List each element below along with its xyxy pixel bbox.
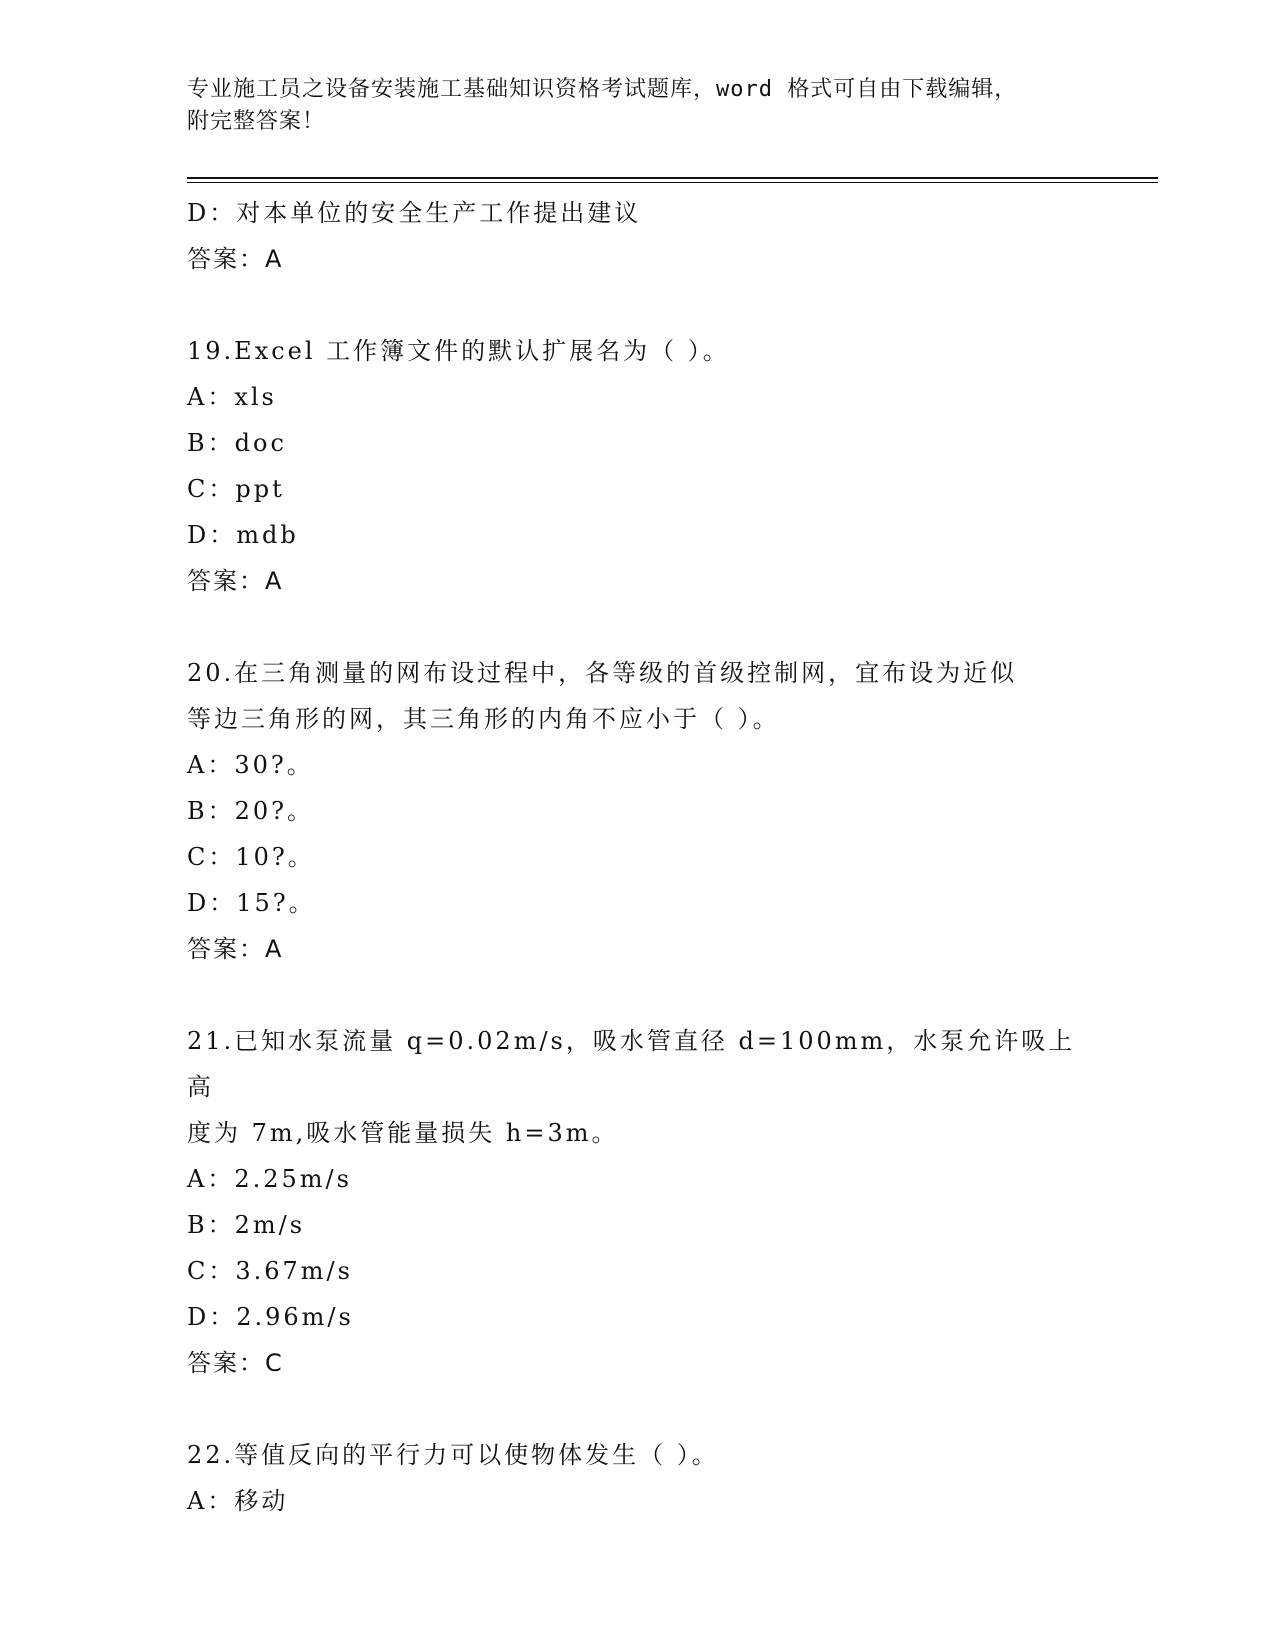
spacer (187, 604, 1147, 650)
question-stem-line-2: 度为 7m,吸水管能量损失 h=3m。 (187, 1119, 619, 1147)
option-c: C：ppt (187, 475, 285, 503)
question-21 (187, 1018, 1147, 1386)
option-b: B：20?。 (187, 797, 315, 825)
question-18-tail (187, 190, 1147, 282)
question-22 (187, 1432, 1147, 1524)
question-stem-line-1: 20.在三角测量的网布设过程中，各等级的首级控制网，宜布设为近似 (187, 659, 1018, 687)
answer: 答案：A (187, 567, 284, 595)
option-d: D：15?。 (187, 889, 316, 917)
spacer (187, 1386, 1147, 1432)
option-a: A：xls (187, 383, 277, 411)
option-d: D：mdb (187, 521, 299, 549)
header-divider-thick (187, 177, 1158, 179)
document-body (187, 190, 1147, 1524)
option-a: A：移动 (187, 1487, 289, 1515)
question-20 (187, 650, 1147, 972)
header-divider-thin (187, 182, 1158, 183)
question-stem-line-2: 等边三角形的网，其三角形的内角不应小于（ ）。 (187, 705, 780, 733)
spacer (187, 282, 1147, 328)
answer: 答案：A (187, 245, 284, 273)
option-d: D：对本单位的安全生产工作提出建议 (187, 199, 642, 227)
option-d: D：2.96m/s (187, 1303, 354, 1331)
option-c: C：3.67m/s (187, 1257, 353, 1285)
option-b: B：doc (187, 429, 287, 457)
answer: 答案：A (187, 935, 284, 963)
header-line-1: 专业施工员之设备安装施工基础知识资格考试题库，word 格式可自由下载编辑， (187, 77, 1018, 102)
question-stem: 22.等值反向的平行力可以使物体发生（ ）。 (187, 1441, 719, 1469)
spacer (187, 972, 1147, 1018)
answer: 答案：C (187, 1349, 284, 1377)
document-header (187, 74, 1087, 138)
option-a: A：2.25m/s (187, 1165, 352, 1193)
question-stem: 19.Excel 工作簿文件的默认扩展名为（ ）。 (187, 337, 730, 365)
option-a: A：30?。 (187, 751, 314, 779)
option-c: C：10?。 (187, 843, 315, 871)
option-b: B：2m/s (187, 1211, 306, 1239)
header-line-2: 附完整答案！ (187, 109, 326, 134)
question-stem-line-1: 21.已知水泵流量 q=0.02m/s，吸水管直径 d=100mm，水泵允许吸上高 (187, 1027, 1076, 1101)
question-19 (187, 328, 1147, 604)
